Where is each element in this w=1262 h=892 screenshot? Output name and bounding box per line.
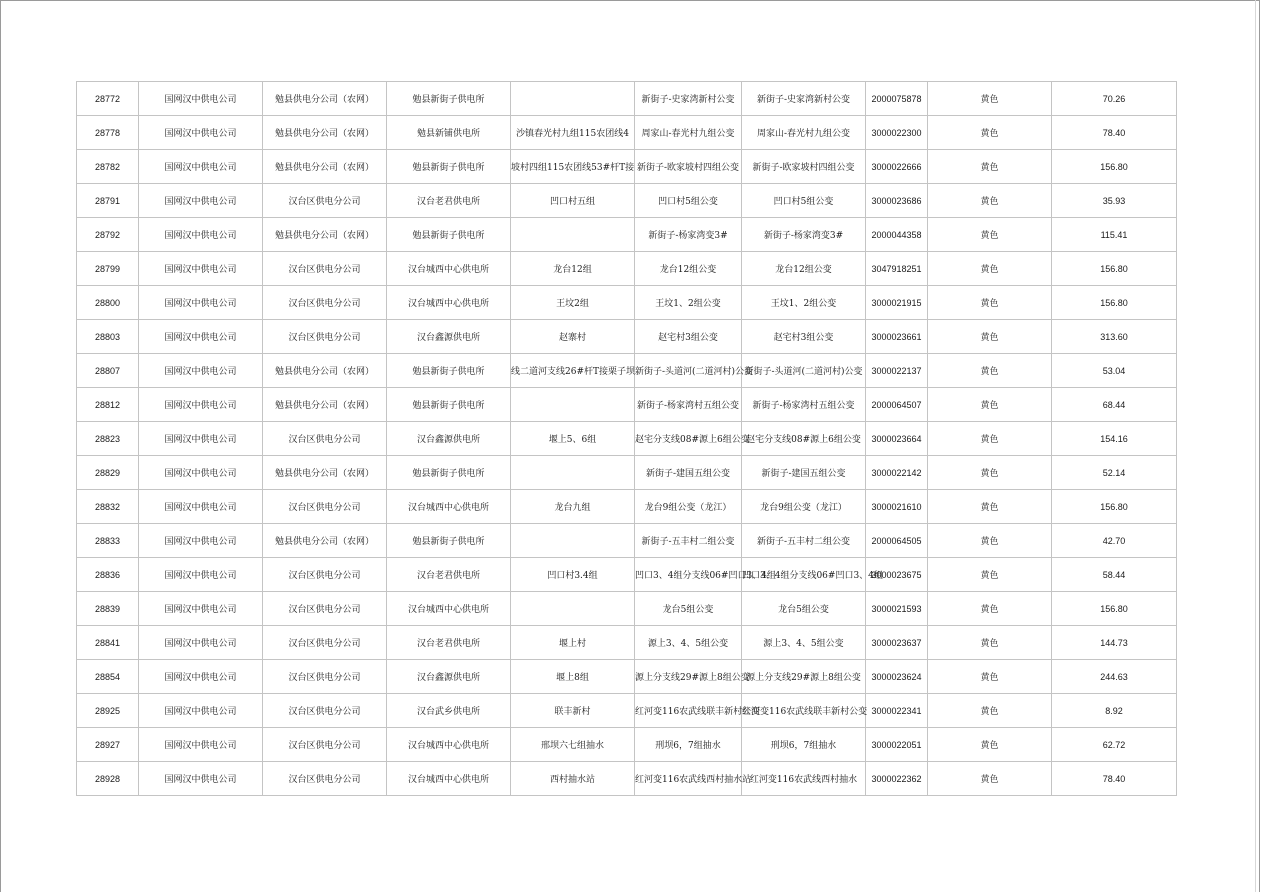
- address-cell: 沙镇春光村九组115农团线4: [511, 116, 635, 150]
- record-id-cell: 28823: [77, 422, 139, 456]
- meter-id-cell: 3000023686: [866, 184, 928, 218]
- value-cell: 8.92: [1052, 694, 1177, 728]
- company-cell: 国网汉中供电公司: [139, 626, 263, 660]
- station-name-cell: 新街子-杨家湾变3#: [742, 218, 866, 252]
- branch-company-cell: 汉台区供电分公司: [263, 320, 387, 354]
- address-cell: 凹口村五组: [511, 184, 635, 218]
- company-cell: 国网汉中供电公司: [139, 320, 263, 354]
- table-row: [77, 320, 1177, 354]
- transformer-name-cell: 赵宅分支线08#源上6组公变: [635, 422, 742, 456]
- address-cell: [511, 388, 635, 422]
- supply-station-cell: 汉台城西中心供电所: [387, 728, 511, 762]
- table-row: [77, 354, 1177, 388]
- record-id-cell: 28800: [77, 286, 139, 320]
- supply-station-cell: 汉台城西中心供电所: [387, 490, 511, 524]
- address-cell: 堰上8组: [511, 660, 635, 694]
- station-name-cell: 龙台5组公变: [742, 592, 866, 626]
- record-id-cell: 28807: [77, 354, 139, 388]
- station-name-cell: 新街子-杨家湾村五组公变: [742, 388, 866, 422]
- branch-company-cell: 汉台区供电分公司: [263, 762, 387, 796]
- company-cell: 国网汉中供电公司: [139, 252, 263, 286]
- transformer-name-cell: 红河变116农武线西村抽水站: [635, 762, 742, 796]
- address-cell: 线二道河支线26#杆T接栗子坝: [511, 354, 635, 388]
- value-cell: 144.73: [1052, 626, 1177, 660]
- branch-company-cell: 勉县供电分公司（农网）: [263, 116, 387, 150]
- table-row: [77, 694, 1177, 728]
- supply-station-cell: 汉台城西中心供电所: [387, 592, 511, 626]
- company-cell: 国网汉中供电公司: [139, 218, 263, 252]
- company-cell: 国网汉中供电公司: [139, 558, 263, 592]
- company-cell: 国网汉中供电公司: [139, 592, 263, 626]
- transformer-name-cell: 新街子-建国五组公变: [635, 456, 742, 490]
- value-cell: 42.70: [1052, 524, 1177, 558]
- table-row: [77, 592, 1177, 626]
- record-id-cell: 28927: [77, 728, 139, 762]
- value-cell: 156.80: [1052, 252, 1177, 286]
- station-name-cell: 红河变116农武线西村抽水: [742, 762, 866, 796]
- branch-company-cell: 汉台区供电分公司: [263, 694, 387, 728]
- transformer-name-cell: 凹口3、4组分支线06#凹口3、4组: [635, 558, 742, 592]
- meter-id-cell: 3000022137: [866, 354, 928, 388]
- address-cell: 坡村四组115农团线53#杆T接: [511, 150, 635, 184]
- table-row: [77, 252, 1177, 286]
- meter-id-cell: 3000023637: [866, 626, 928, 660]
- alert-level-cell: 黄色: [928, 388, 1052, 422]
- value-cell: 313.60: [1052, 320, 1177, 354]
- record-id-cell: 28812: [77, 388, 139, 422]
- meter-id-cell: 2000064507: [866, 388, 928, 422]
- branch-company-cell: 汉台区供电分公司: [263, 422, 387, 456]
- record-id-cell: 28854: [77, 660, 139, 694]
- branch-company-cell: 汉台区供电分公司: [263, 184, 387, 218]
- table-row: [77, 150, 1177, 184]
- record-id-cell: 28928: [77, 762, 139, 796]
- station-name-cell: 新街子-史家湾新村公变: [742, 82, 866, 116]
- address-cell: [511, 524, 635, 558]
- table-row: [77, 626, 1177, 660]
- supply-station-cell: 勉县新街子供电所: [387, 150, 511, 184]
- company-cell: 国网汉中供电公司: [139, 456, 263, 490]
- table-row: [77, 456, 1177, 490]
- transformer-name-cell: 新街子-杨家湾变3#: [635, 218, 742, 252]
- meter-id-cell: 3000022051: [866, 728, 928, 762]
- address-cell: 西村抽水站: [511, 762, 635, 796]
- supply-station-cell: 汉台城西中心供电所: [387, 762, 511, 796]
- record-id-cell: 28839: [77, 592, 139, 626]
- alert-level-cell: 黄色: [928, 252, 1052, 286]
- value-cell: 115.41: [1052, 218, 1177, 252]
- branch-company-cell: 汉台区供电分公司: [263, 252, 387, 286]
- supply-station-cell: 勉县新街子供电所: [387, 456, 511, 490]
- alert-level-cell: 黄色: [928, 524, 1052, 558]
- table-row: [77, 116, 1177, 150]
- address-cell: 赵寨村: [511, 320, 635, 354]
- value-cell: 78.40: [1052, 116, 1177, 150]
- branch-company-cell: 勉县供电分公司（农网）: [263, 218, 387, 252]
- table-row: [77, 660, 1177, 694]
- station-name-cell: 刑坝6，7组抽水: [742, 728, 866, 762]
- transformer-name-cell: 新街子-头道河(二道河村)公变: [635, 354, 742, 388]
- branch-company-cell: 汉台区供电分公司: [263, 490, 387, 524]
- company-cell: 国网汉中供电公司: [139, 150, 263, 184]
- data-table: [76, 81, 1177, 796]
- transformer-name-cell: 红河变116农武线联丰新村公变: [635, 694, 742, 728]
- station-name-cell: 龙台9组公变（龙江）: [742, 490, 866, 524]
- table-row: [77, 490, 1177, 524]
- alert-level-cell: 黄色: [928, 728, 1052, 762]
- address-cell: 龙台九组: [511, 490, 635, 524]
- alert-level-cell: 黄色: [928, 626, 1052, 660]
- station-name-cell: 凹口村5组公变: [742, 184, 866, 218]
- supply-station-cell: 汉台老君供电所: [387, 558, 511, 592]
- meter-id-cell: 3000022362: [866, 762, 928, 796]
- company-cell: 国网汉中供电公司: [139, 388, 263, 422]
- value-cell: 78.40: [1052, 762, 1177, 796]
- station-name-cell: 赵宅村3组公变: [742, 320, 866, 354]
- branch-company-cell: 汉台区供电分公司: [263, 728, 387, 762]
- alert-level-cell: 黄色: [928, 422, 1052, 456]
- meter-id-cell: 3000023624: [866, 660, 928, 694]
- value-cell: 35.93: [1052, 184, 1177, 218]
- record-id-cell: 28791: [77, 184, 139, 218]
- transformer-name-cell: 刑坝6，7组抽水: [635, 728, 742, 762]
- address-cell: 堰上村: [511, 626, 635, 660]
- record-id-cell: 28832: [77, 490, 139, 524]
- address-cell: 联丰新村: [511, 694, 635, 728]
- value-cell: 53.04: [1052, 354, 1177, 388]
- value-cell: 154.16: [1052, 422, 1177, 456]
- address-cell: 邢坝六七组抽水: [511, 728, 635, 762]
- transformer-name-cell: 新街子-杨家湾村五组公变: [635, 388, 742, 422]
- supply-station-cell: 汉台老君供电所: [387, 626, 511, 660]
- table-row: [77, 728, 1177, 762]
- branch-company-cell: 勉县供电分公司（农网）: [263, 456, 387, 490]
- branch-company-cell: 汉台区供电分公司: [263, 660, 387, 694]
- transformer-name-cell: 源上分支线29#源上8组公变: [635, 660, 742, 694]
- value-cell: 68.44: [1052, 388, 1177, 422]
- company-cell: 国网汉中供电公司: [139, 490, 263, 524]
- supply-station-cell: 勉县新街子供电所: [387, 218, 511, 252]
- record-id-cell: 28782: [77, 150, 139, 184]
- company-cell: 国网汉中供电公司: [139, 82, 263, 116]
- alert-level-cell: 黄色: [928, 660, 1052, 694]
- address-cell: 凹口村3.4组: [511, 558, 635, 592]
- record-id-cell: 28925: [77, 694, 139, 728]
- meter-id-cell: 3000023675: [866, 558, 928, 592]
- alert-level-cell: 黄色: [928, 320, 1052, 354]
- station-name-cell: 新街子-建国五组公变: [742, 456, 866, 490]
- alert-level-cell: 黄色: [928, 82, 1052, 116]
- value-cell: 156.80: [1052, 286, 1177, 320]
- record-id-cell: 28833: [77, 524, 139, 558]
- meter-id-cell: 3000022300: [866, 116, 928, 150]
- value-cell: 58.44: [1052, 558, 1177, 592]
- supply-station-cell: 汉台城西中心供电所: [387, 252, 511, 286]
- company-cell: 国网汉中供电公司: [139, 524, 263, 558]
- company-cell: 国网汉中供电公司: [139, 422, 263, 456]
- transformer-name-cell: 赵宅村3组公变: [635, 320, 742, 354]
- value-cell: 156.80: [1052, 592, 1177, 626]
- company-cell: 国网汉中供电公司: [139, 694, 263, 728]
- alert-level-cell: 黄色: [928, 694, 1052, 728]
- record-id-cell: 28803: [77, 320, 139, 354]
- supply-station-cell: 勉县新铺供电所: [387, 116, 511, 150]
- branch-company-cell: 勉县供电分公司（农网）: [263, 150, 387, 184]
- table-row: [77, 762, 1177, 796]
- supply-station-cell: 勉县新街子供电所: [387, 388, 511, 422]
- branch-company-cell: 汉台区供电分公司: [263, 592, 387, 626]
- station-name-cell: 赵宅分支线08#源上6组公变: [742, 422, 866, 456]
- page-edge: [1255, 0, 1256, 892]
- station-name-cell: 王坟1、2组公变: [742, 286, 866, 320]
- supply-station-cell: 汉台武乡供电所: [387, 694, 511, 728]
- branch-company-cell: 汉台区供电分公司: [263, 286, 387, 320]
- company-cell: 国网汉中供电公司: [139, 660, 263, 694]
- company-cell: 国网汉中供电公司: [139, 762, 263, 796]
- supply-station-cell: 汉台鑫源供电所: [387, 422, 511, 456]
- supply-station-cell: 勉县新街子供电所: [387, 354, 511, 388]
- record-id-cell: 28792: [77, 218, 139, 252]
- table-body: [77, 82, 1177, 796]
- meter-id-cell: 2000064505: [866, 524, 928, 558]
- branch-company-cell: 汉台区供电分公司: [263, 626, 387, 660]
- alert-level-cell: 黄色: [928, 218, 1052, 252]
- supply-station-cell: 勉县新街子供电所: [387, 82, 511, 116]
- transformer-name-cell: 新街子-欧家坡村四组公变: [635, 150, 742, 184]
- table-row: [77, 524, 1177, 558]
- record-id-cell: 28829: [77, 456, 139, 490]
- address-cell: 龙台12组: [511, 252, 635, 286]
- branch-company-cell: 汉台区供电分公司: [263, 558, 387, 592]
- meter-id-cell: 3000023664: [866, 422, 928, 456]
- value-cell: 156.80: [1052, 490, 1177, 524]
- station-name-cell: 凹口3、4组分支线06#凹口3、4组: [742, 558, 866, 592]
- station-name-cell: 源上分支线29#源上8组公变: [742, 660, 866, 694]
- company-cell: 国网汉中供电公司: [139, 286, 263, 320]
- station-name-cell: 新街子-头道河(二道河村)公变: [742, 354, 866, 388]
- alert-level-cell: 黄色: [928, 762, 1052, 796]
- meter-id-cell: 3000021610: [866, 490, 928, 524]
- company-cell: 国网汉中供电公司: [139, 354, 263, 388]
- supply-station-cell: 汉台老君供电所: [387, 184, 511, 218]
- record-id-cell: 28778: [77, 116, 139, 150]
- supply-station-cell: 汉台鑫源供电所: [387, 320, 511, 354]
- alert-level-cell: 黄色: [928, 456, 1052, 490]
- value-cell: 244.63: [1052, 660, 1177, 694]
- meter-id-cell: 2000075878: [866, 82, 928, 116]
- station-name-cell: 新街子-五丰村二组公变: [742, 524, 866, 558]
- transformer-name-cell: 凹口村5组公变: [635, 184, 742, 218]
- station-name-cell: 新街子-欧家坡村四组公变: [742, 150, 866, 184]
- meter-id-cell: 3047918251: [866, 252, 928, 286]
- address-cell: [511, 218, 635, 252]
- company-cell: 国网汉中供电公司: [139, 184, 263, 218]
- value-cell: 62.72: [1052, 728, 1177, 762]
- supply-station-cell: 汉台城西中心供电所: [387, 286, 511, 320]
- meter-id-cell: 2000044358: [866, 218, 928, 252]
- supply-station-cell: 汉台鑫源供电所: [387, 660, 511, 694]
- transformer-name-cell: 龙台9组公变（龙江）: [635, 490, 742, 524]
- transformer-name-cell: 龙台5组公变: [635, 592, 742, 626]
- transformer-name-cell: 龙台12组公变: [635, 252, 742, 286]
- alert-level-cell: 黄色: [928, 116, 1052, 150]
- alert-level-cell: 黄色: [928, 592, 1052, 626]
- table-row: [77, 558, 1177, 592]
- company-cell: 国网汉中供电公司: [139, 728, 263, 762]
- table-row: [77, 422, 1177, 456]
- branch-company-cell: 勉县供电分公司（农网）: [263, 354, 387, 388]
- record-id-cell: 28841: [77, 626, 139, 660]
- branch-company-cell: 勉县供电分公司（农网）: [263, 524, 387, 558]
- value-cell: 52.14: [1052, 456, 1177, 490]
- transformer-name-cell: 新街子-史家湾新村公变: [635, 82, 742, 116]
- address-cell: [511, 456, 635, 490]
- transformer-name-cell: 王坟1、2组公变: [635, 286, 742, 320]
- supply-station-cell: 勉县新街子供电所: [387, 524, 511, 558]
- value-cell: 70.26: [1052, 82, 1177, 116]
- table-row: [77, 388, 1177, 422]
- alert-level-cell: 黄色: [928, 150, 1052, 184]
- station-name-cell: 周家山-春光村九组公变: [742, 116, 866, 150]
- meter-id-cell: 3000021915: [866, 286, 928, 320]
- address-cell: 王坟2组: [511, 286, 635, 320]
- record-id-cell: 28799: [77, 252, 139, 286]
- branch-company-cell: 勉县供电分公司（农网）: [263, 82, 387, 116]
- meter-id-cell: 3000022142: [866, 456, 928, 490]
- alert-level-cell: 黄色: [928, 286, 1052, 320]
- meter-id-cell: 3000023661: [866, 320, 928, 354]
- address-cell: [511, 592, 635, 626]
- meter-id-cell: 3000022666: [866, 150, 928, 184]
- company-cell: 国网汉中供电公司: [139, 116, 263, 150]
- value-cell: 156.80: [1052, 150, 1177, 184]
- address-cell: [511, 82, 635, 116]
- station-name-cell: 红河变116农武线联丰新村公变: [742, 694, 866, 728]
- transformer-name-cell: 新街子-五丰村二组公变: [635, 524, 742, 558]
- meter-id-cell: 3000022341: [866, 694, 928, 728]
- alert-level-cell: 黄色: [928, 490, 1052, 524]
- alert-level-cell: 黄色: [928, 184, 1052, 218]
- station-name-cell: 源上3、4、5组公变: [742, 626, 866, 660]
- meter-id-cell: 3000021593: [866, 592, 928, 626]
- transformer-name-cell: 源上3、4、5组公变: [635, 626, 742, 660]
- alert-level-cell: 黄色: [928, 558, 1052, 592]
- table-row: [77, 218, 1177, 252]
- address-cell: 堰上5、6组: [511, 422, 635, 456]
- table-row: [77, 286, 1177, 320]
- transformer-name-cell: 周家山-春光村九组公变: [635, 116, 742, 150]
- table-row: [77, 184, 1177, 218]
- record-id-cell: 28836: [77, 558, 139, 592]
- record-id-cell: 28772: [77, 82, 139, 116]
- branch-company-cell: 勉县供电分公司（农网）: [263, 388, 387, 422]
- station-name-cell: 龙台12组公变: [742, 252, 866, 286]
- alert-level-cell: 黄色: [928, 354, 1052, 388]
- table-row: [77, 82, 1177, 116]
